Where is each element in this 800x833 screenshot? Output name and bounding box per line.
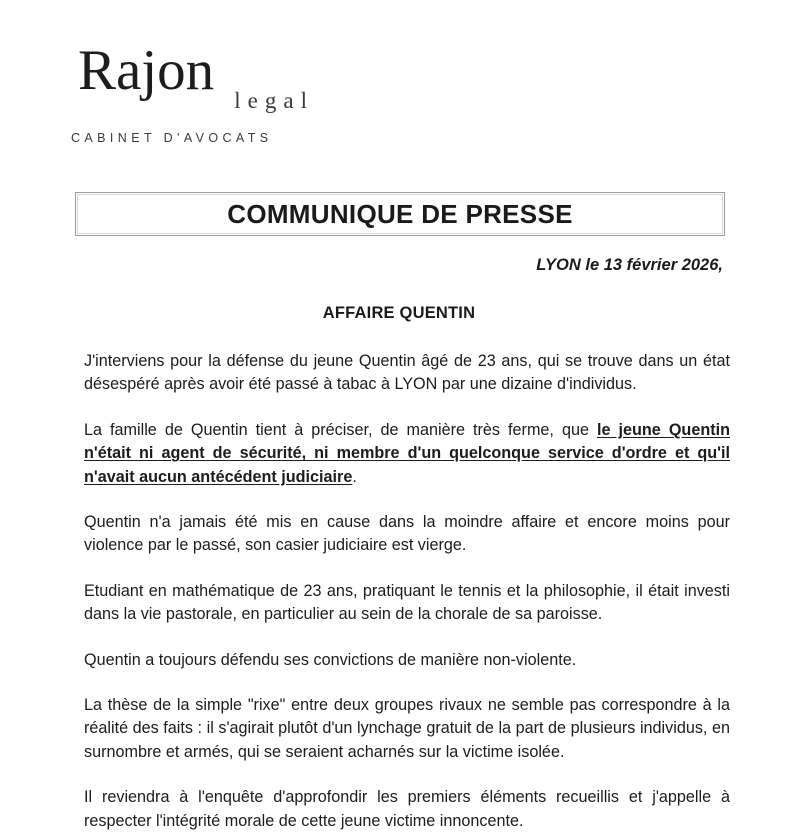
paragraph-3: Quentin n'a jamais été mis en cause dans la moindre affaire et encore moins pour violence par le passé, son casier judiciaire est vierge. — [84, 513, 730, 555]
paragraph-4: Etudiant en mathématique de 23 ans, pratiquant le tennis et la philosophie, il était investi dans la vie pastorale, en particulier au sein de la chorale de sa paroisse. — [84, 581, 730, 624]
document-body — [84, 350, 730, 833]
paragraph-2-emphasis: le jeune Quentin n'était ni agent de sécurité, ni membre d'un quelconque service d'ordre et qu'il n'avait aucun antécédent judiciaire — [84, 420, 730, 486]
paragraph-2-lead: La famille de Quentin tient à préciser, de manière très ferme, que — [84, 420, 597, 439]
paragraph-2-tail: . — [352, 467, 357, 486]
firm-logo-subtitle: legal — [234, 88, 314, 114]
firm-logo-wordmark: Rajon — [78, 39, 215, 102]
page-title: COMMUNIQUE DE PRESSE — [227, 198, 573, 229]
document-title-box — [75, 192, 725, 236]
paragraph-7: Il reviendra à l'enquête d'approfondir les premiers éléments recueillis et j'appelle à respecter l'intégrité morale de cette jeune victime innoncente. — [84, 788, 730, 830]
paragraph-6: La thèse de la simple "rixe" entre deux groupes rivaux ne semble pas correspondre à la réalité des faits : il s'agirait plutôt d'un lynchage gratuit de la part de plusieurs individus, en surnombre et armés, qui se seraient acharnés sur la victime isolée. — [84, 696, 730, 761]
firm-tagline: CABINET D'AVOCATS — [71, 131, 273, 146]
case-heading: AFFAIRE QUENTIN — [322, 304, 476, 322]
letterhead — [70, 39, 320, 146]
dateline: LYON le 13 février 2026, — [536, 256, 723, 274]
paragraph-5: Quentin a toujours défendu ses convictions de manière non-violente. — [84, 650, 577, 669]
paragraph-2 — [84, 419, 730, 489]
paragraph-1: J'interviens pour la défense du jeune Quentin âgé de 23 ans, qui se trouve dans un état désespéré après avoir été passé à tabac à LYON par une dizaine d'individus. — [84, 352, 730, 394]
